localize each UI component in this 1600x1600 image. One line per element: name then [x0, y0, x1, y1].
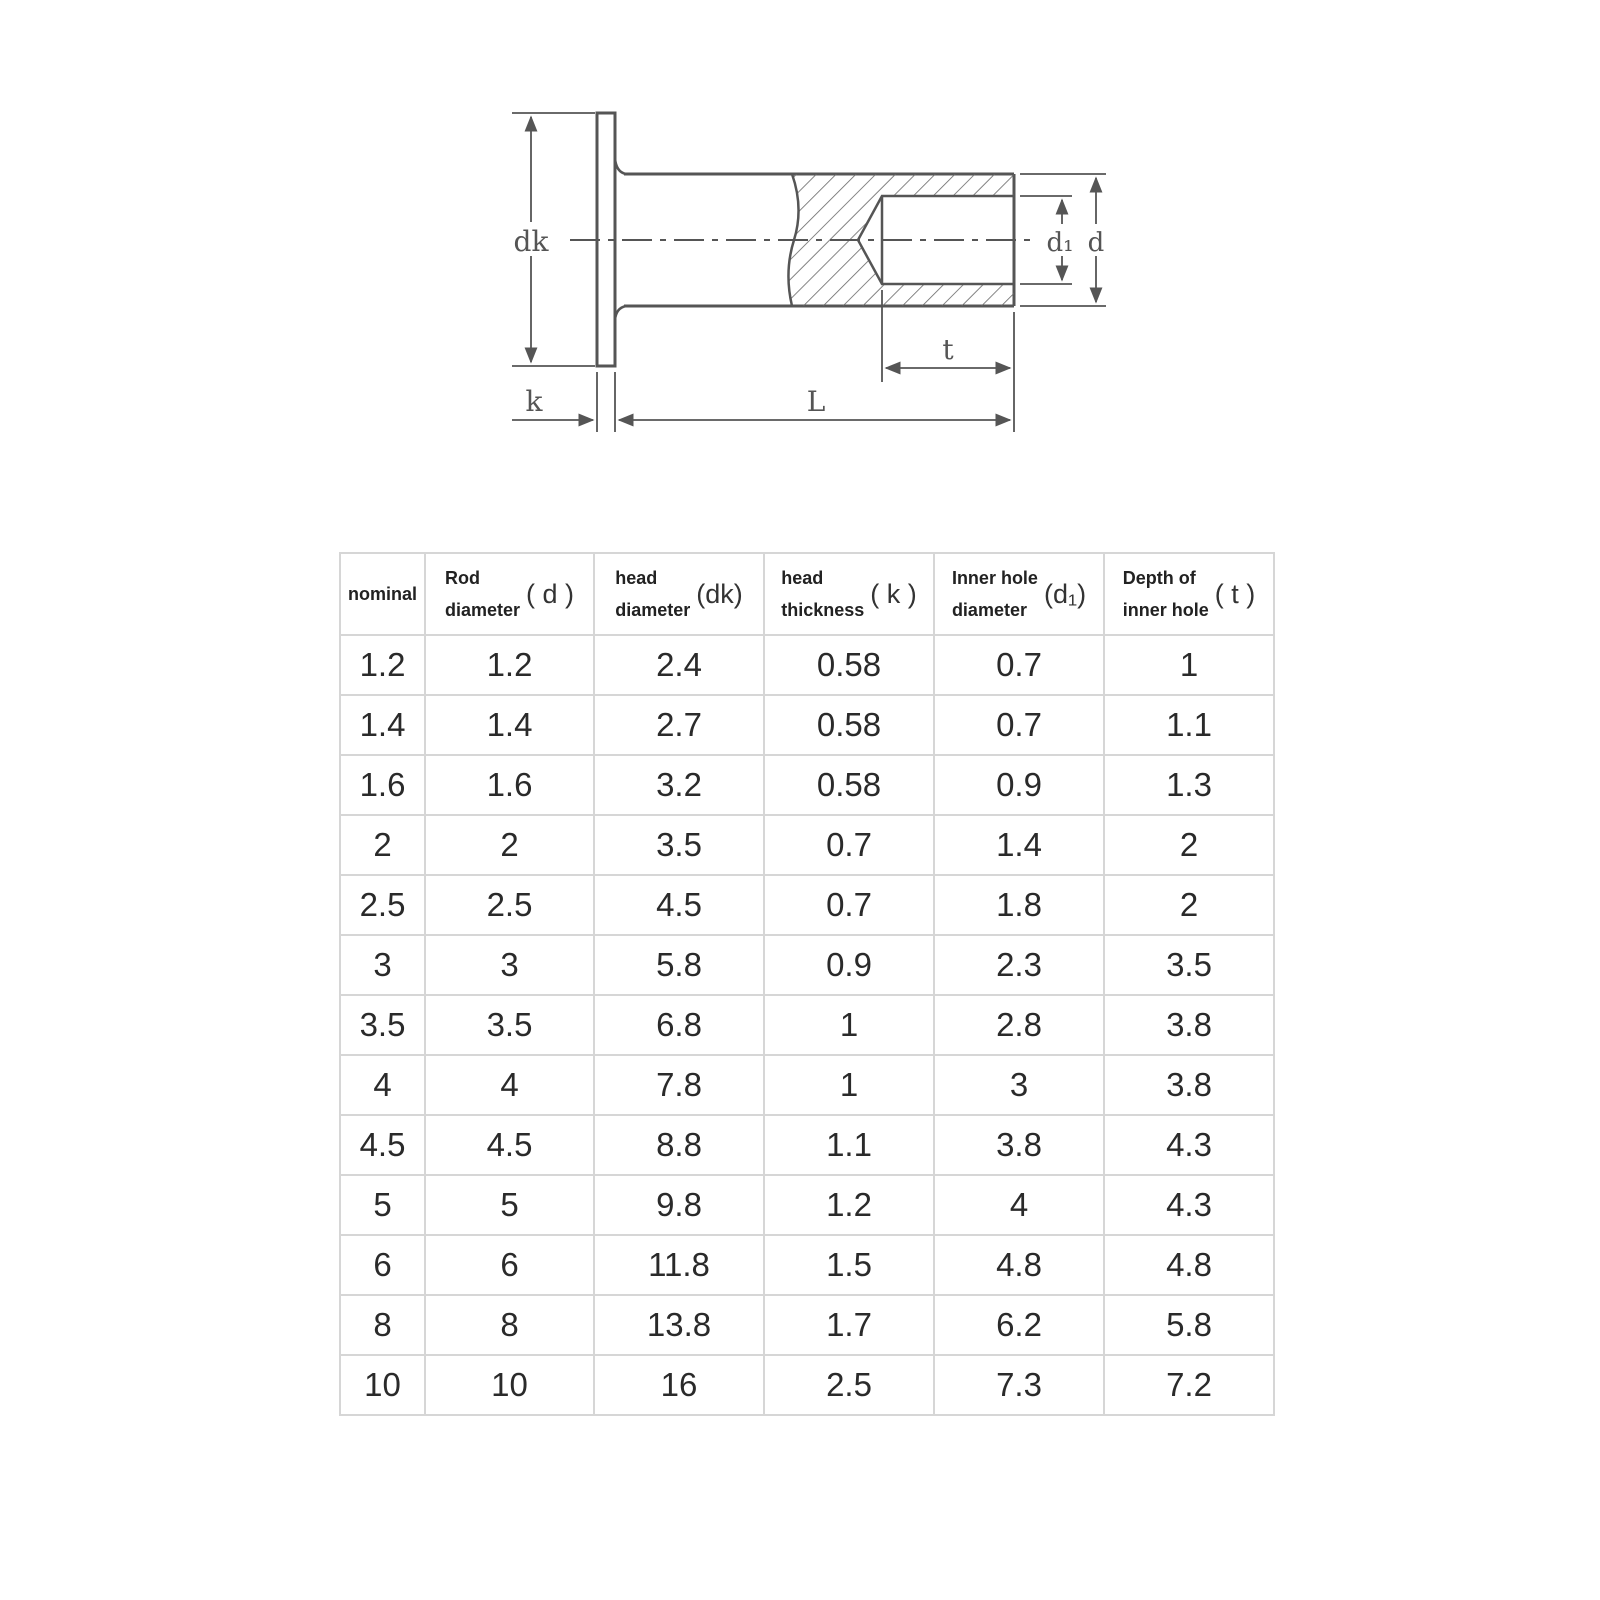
cell-head-diameter: 9.8 — [594, 1175, 764, 1235]
cell-rod-diameter: 1.6 — [425, 755, 594, 815]
table-header-row — [340, 553, 1274, 635]
cell-head-diameter: 3.5 — [594, 815, 764, 875]
cell-inner-hole-diameter: 2.8 — [934, 995, 1104, 1055]
cell-nominal: 4.5 — [340, 1115, 425, 1175]
cell-nominal: 10 — [340, 1355, 425, 1415]
cell-head-thickness: 0.58 — [764, 755, 934, 815]
cell-nominal: 3.5 — [340, 995, 425, 1055]
head-fillet-bottom — [615, 306, 626, 320]
cell-head-diameter: 3.2 — [594, 755, 764, 815]
cell-head-diameter: 6.8 — [594, 995, 764, 1055]
table-row — [340, 1175, 1274, 1235]
cell-rod-diameter: 10 — [425, 1355, 594, 1415]
cell-rod-diameter: 3 — [425, 935, 594, 995]
table-row — [340, 1355, 1274, 1415]
cell-inner-hole-diameter: 1.8 — [934, 875, 1104, 935]
header-inner-hole-diameter: Inner hole diameter (d₁) — [934, 553, 1104, 635]
cell-inner-hole-depth: 2 — [1104, 815, 1274, 875]
cell-head-thickness: 0.7 — [764, 815, 934, 875]
cell-head-thickness: 0.58 — [764, 695, 934, 755]
table-row — [340, 995, 1274, 1055]
header-rod-diameter: Rod diameter ( d ) — [425, 553, 594, 635]
header-inner-hole-depth: Depth of inner hole ( t ) — [1104, 553, 1274, 635]
cell-nominal: 5 — [340, 1175, 425, 1235]
cell-head-diameter: 13.8 — [594, 1295, 764, 1355]
header-head-diameter: head diameter (dk) — [594, 553, 764, 635]
cell-rod-diameter: 2.5 — [425, 875, 594, 935]
table-row — [340, 875, 1274, 935]
cell-head-thickness: 0.58 — [764, 635, 934, 695]
spec-table — [339, 552, 1275, 1416]
cell-inner-hole-depth: 1 — [1104, 635, 1274, 695]
label-t: t — [942, 333, 954, 366]
cell-inner-hole-depth: 1.3 — [1104, 755, 1274, 815]
cell-rod-diameter: 8 — [425, 1295, 594, 1355]
cell-inner-hole-diameter: 6.2 — [934, 1295, 1104, 1355]
cell-rod-diameter: 4.5 — [425, 1115, 594, 1175]
cell-inner-hole-depth: 5.8 — [1104, 1295, 1274, 1355]
cell-inner-hole-depth: 3.8 — [1104, 1055, 1274, 1115]
cell-inner-hole-diameter: 0.7 — [934, 695, 1104, 755]
cell-nominal: 3 — [340, 935, 425, 995]
cell-nominal: 1.4 — [340, 695, 425, 755]
rivet-diagram — [0, 0, 1600, 470]
table-row — [340, 1295, 1274, 1355]
table-row — [340, 1235, 1274, 1295]
cell-head-thickness: 1.7 — [764, 1295, 934, 1355]
label-k: k — [525, 385, 543, 418]
cell-inner-hole-depth: 7.2 — [1104, 1355, 1274, 1415]
label-d1: d₁ — [1046, 228, 1074, 258]
cell-nominal: 2.5 — [340, 875, 425, 935]
table-row — [340, 815, 1274, 875]
cell-rod-diameter: 2 — [425, 815, 594, 875]
cell-rod-diameter: 5 — [425, 1175, 594, 1235]
cell-head-diameter: 4.5 — [594, 875, 764, 935]
cell-head-thickness: 0.9 — [764, 935, 934, 995]
cell-rod-diameter: 6 — [425, 1235, 594, 1295]
cell-head-thickness: 2.5 — [764, 1355, 934, 1415]
cell-inner-hole-depth: 2 — [1104, 875, 1274, 935]
cell-head-thickness: 1.2 — [764, 1175, 934, 1235]
cell-nominal: 4 — [340, 1055, 425, 1115]
label-d: d — [1087, 228, 1105, 258]
cell-inner-hole-depth: 3.5 — [1104, 935, 1274, 995]
table-row — [340, 635, 1274, 695]
cell-inner-hole-depth: 4.3 — [1104, 1115, 1274, 1175]
cell-rod-diameter: 4 — [425, 1055, 594, 1115]
cell-head-diameter: 11.8 — [594, 1235, 764, 1295]
cell-inner-hole-diameter: 3 — [934, 1055, 1104, 1115]
cell-inner-hole-diameter: 0.7 — [934, 635, 1104, 695]
header-head-thickness: head thickness ( k ) — [764, 553, 934, 635]
cell-nominal: 1.2 — [340, 635, 425, 695]
cell-rod-diameter: 1.4 — [425, 695, 594, 755]
table-row — [340, 1055, 1274, 1115]
label-dk: dk — [513, 225, 549, 258]
cell-head-diameter: 16 — [594, 1355, 764, 1415]
label-L: L — [806, 385, 826, 418]
cell-head-thickness: 0.7 — [764, 875, 934, 935]
cell-inner-hole-depth: 4.8 — [1104, 1235, 1274, 1295]
head-fillet-top — [615, 158, 626, 174]
cell-head-thickness: 1.5 — [764, 1235, 934, 1295]
cell-inner-hole-diameter: 1.4 — [934, 815, 1104, 875]
table-body — [340, 635, 1274, 1415]
cell-head-thickness: 1.1 — [764, 1115, 934, 1175]
cell-head-thickness: 1 — [764, 995, 934, 1055]
cell-rod-diameter: 1.2 — [425, 635, 594, 695]
cell-nominal: 8 — [340, 1295, 425, 1355]
cell-inner-hole-diameter: 0.9 — [934, 755, 1104, 815]
cell-rod-diameter: 3.5 — [425, 995, 594, 1055]
cell-head-diameter: 5.8 — [594, 935, 764, 995]
table-row — [340, 695, 1274, 755]
cell-inner-hole-diameter: 2.3 — [934, 935, 1104, 995]
cell-nominal: 1.6 — [340, 755, 425, 815]
cell-head-thickness: 1 — [764, 1055, 934, 1115]
cell-inner-hole-depth: 1.1 — [1104, 695, 1274, 755]
cell-head-diameter: 7.8 — [594, 1055, 764, 1115]
cell-inner-hole-diameter: 3.8 — [934, 1115, 1104, 1175]
table-row — [340, 935, 1274, 995]
header-nominal: nominal — [340, 553, 425, 635]
cell-head-diameter: 2.7 — [594, 695, 764, 755]
table-row — [340, 755, 1274, 815]
cell-inner-hole-depth: 3.8 — [1104, 995, 1274, 1055]
cell-head-diameter: 2.4 — [594, 635, 764, 695]
cell-inner-hole-diameter: 4 — [934, 1175, 1104, 1235]
table-row — [340, 1115, 1274, 1175]
cell-nominal: 6 — [340, 1235, 425, 1295]
cell-nominal: 2 — [340, 815, 425, 875]
cell-inner-hole-diameter: 4.8 — [934, 1235, 1104, 1295]
cell-inner-hole-depth: 4.3 — [1104, 1175, 1274, 1235]
cell-head-diameter: 8.8 — [594, 1115, 764, 1175]
cell-inner-hole-diameter: 7.3 — [934, 1355, 1104, 1415]
